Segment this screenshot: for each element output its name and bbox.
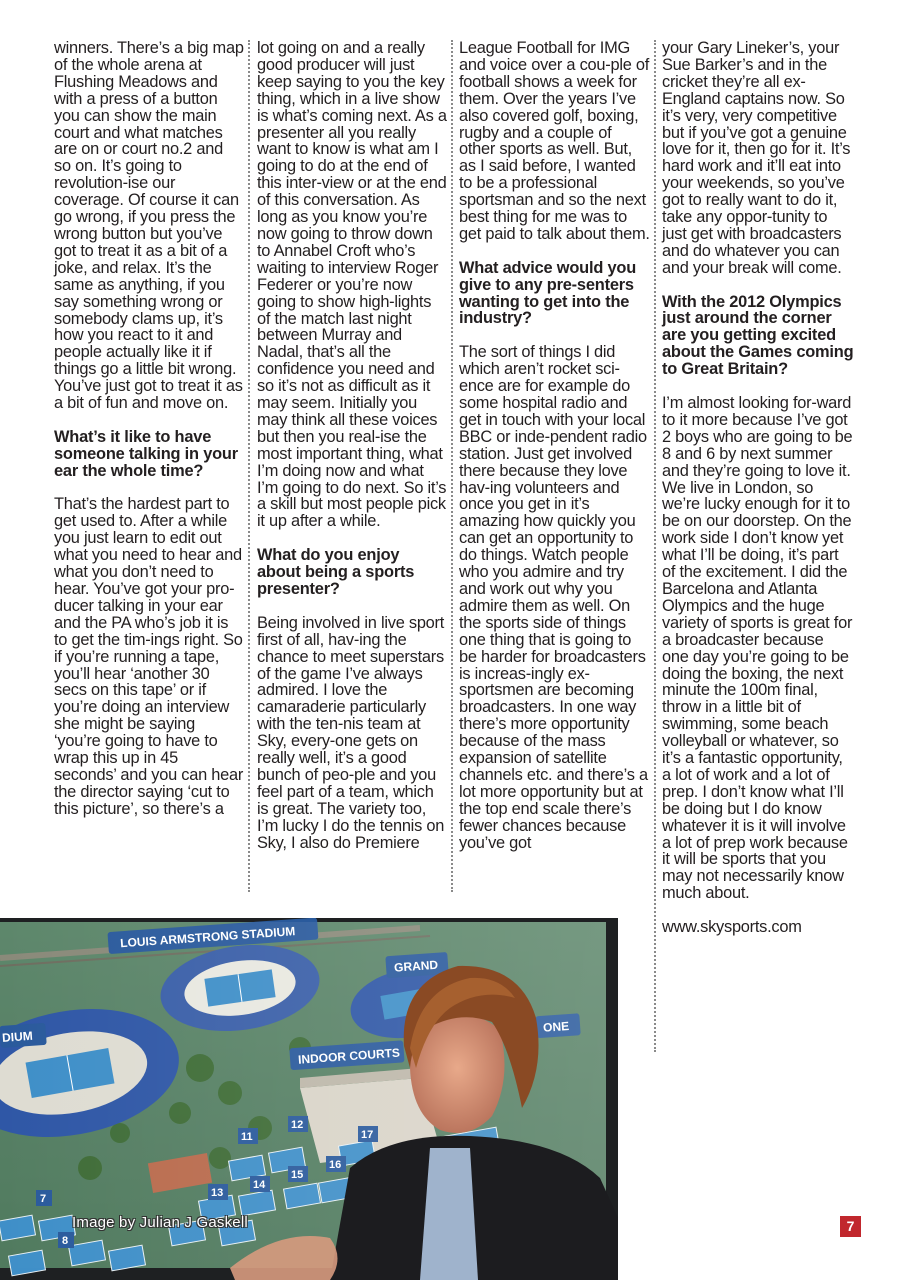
column-divider bbox=[248, 40, 250, 892]
interview-question: What advice would you give to any pre-senters wanting to get into the industry? bbox=[459, 258, 637, 328]
article-column-3 bbox=[459, 40, 651, 868]
interview-question: What do you enjoy about being a sports presenter? bbox=[257, 546, 415, 598]
article-column-1 bbox=[54, 40, 244, 835]
paragraph: The sort of things I did which aren’t rocket sci-ence are for example do some hospital radio and get in touch with your local BBC or inde-pendent radio station. Just get involved there because they love hav-ing volunteers and once you get in it’s amazing how quickly you can get an opportunity to do things. Watch people who you admire and try and work out why you admire them as well. On the sports side of things one thing that is going to be harder for broadcasters is increas-ingly ex-sportsmen are becoming broadcasters. In one way there’s more opportunity because of the mass expansion of satellite channels etc. and there’s a lot more opportunity but at the top end scale there’s fewer chances because you’ve got bbox=[459, 343, 648, 852]
photo-credit: Image by Julian J Gaskell bbox=[72, 1214, 248, 1231]
article-column-4 bbox=[662, 40, 854, 953]
interview-question: With the 2012 Olympics just around the corner are you getting excited about the Games coming to Great Britain? bbox=[662, 292, 854, 379]
interview-question: What’s it like to have someone talking in your ear the whole time? bbox=[54, 427, 238, 480]
paragraph: Being involved in live sport first of all, hav-ing the chance to meet superstars of the game I’ve always admired. I love the camaraderie particularly with the ten-nis team at Sky, every-one gets on really well, it’s a good bunch of peo-ple and you feel part of a team, which is great. The variety too, I’m lucky I do the tennis on Sky, I also do Premiere bbox=[257, 613, 445, 852]
paragraph: League Football for IMG and voice over a cou-ple of football shows a week for them. Over the years I’ve also covered golf, boxing, rugby and a couple of other sports as well. But, as I said before, I wanted to be a professional sportsman and so the next best thing for me was to get paid to talk about them. bbox=[459, 39, 650, 243]
column-divider bbox=[654, 40, 656, 1052]
website-link[interactable]: www.skysports.com bbox=[662, 918, 802, 937]
paragraph: your Gary Lineker’s, your Sue Barker’s and in the cricket they’re all ex-England captains now. So it’s very, very competitive but if you’ve got a genuine love for it, then go for it. It’s hard work and it’ll eat into your weekends, so you’ve got to really want to do it, take any oppor-tunity to just get with broadcasters and do whatever you can and your break will come. bbox=[662, 39, 851, 277]
paragraph: lot going on and a really good producer will just keep saying to you the key thing, which in a live show is what’s coming next. As a presenter all you really want to know is what am I going to do at the end of this inter-view or at the end of this conversation. As long as you know you’re now going to throw down to Annabel Croft who’s waiting to interview Roger Federer or you’re now going to show high-lights of the match last night between Murray and Nadal, that’s all the confidence you need and so it’s not as difficult as it may seem. Initially you may think all these voices but then you real-ise the most important thing, what I’m doing now and what I’m going to do next. So it’s a skill but most people pick it up after a while. bbox=[257, 39, 447, 531]
paragraph: That’s the hardest part to get used to. After a while you just learn to edit out what you need to hear and what you don’t need to hear. You’ve got your pro-ducer talking in your ear and the PA who’s job it is to get the tim-ings right. So if you’re running a tape, you’ll hear ‘another 30 secs on this tape’ or if you’re doing an interview she might be saying ‘you’re going to have to wrap this up in 45 seconds’ and you can hear the director saying ‘cut to this picture’, so there’s a bbox=[54, 495, 244, 818]
page-number: 7 bbox=[840, 1216, 861, 1237]
paragraph: I’m almost looking for-ward to it more because I’ve got 2 boys who are going to be 8 and 6 by next summer and they’re going to love it. We live in London, so we’re lucky enough for it to be on our doorstep. On the work side I don’t know yet what I’ll be doing, it’s part of the excitement. I did the Barcelona and Atlanta Olympics and the huge variety of sports is great for a broadcaster because one day you’re going to be doing the boxing, the next minute the 100m final, throw in a little bit of swimming, some beach volleyball or whatever, so it’s a fantastic opportunity, a lot of work and a lot of prep. I don’t know what I’ll be doing but I do know whatever it is it will involve a lot of prep work because it will be sports that you may not necessarily know much about. bbox=[662, 394, 853, 903]
column-divider bbox=[451, 40, 453, 892]
paragraph: winners. There’s a big map of the whole arena at Flushing Meadows and with a press of a button you can show the main court and what matches are on or court no.2 and so on. It’s going to revolution-ise our coverage. Of course it can go wrong, if you press the wrong button but you’ve got to treat it as a bit of a joke, and relax. It’s the same as anything, if you say something wrong or somebody clams up, it’s how you react to it and people actually like it if things go a little bit wrong. You’ve just got to treat it as a bit of fun and move on. bbox=[54, 39, 244, 413]
article-column-2 bbox=[257, 40, 447, 868]
